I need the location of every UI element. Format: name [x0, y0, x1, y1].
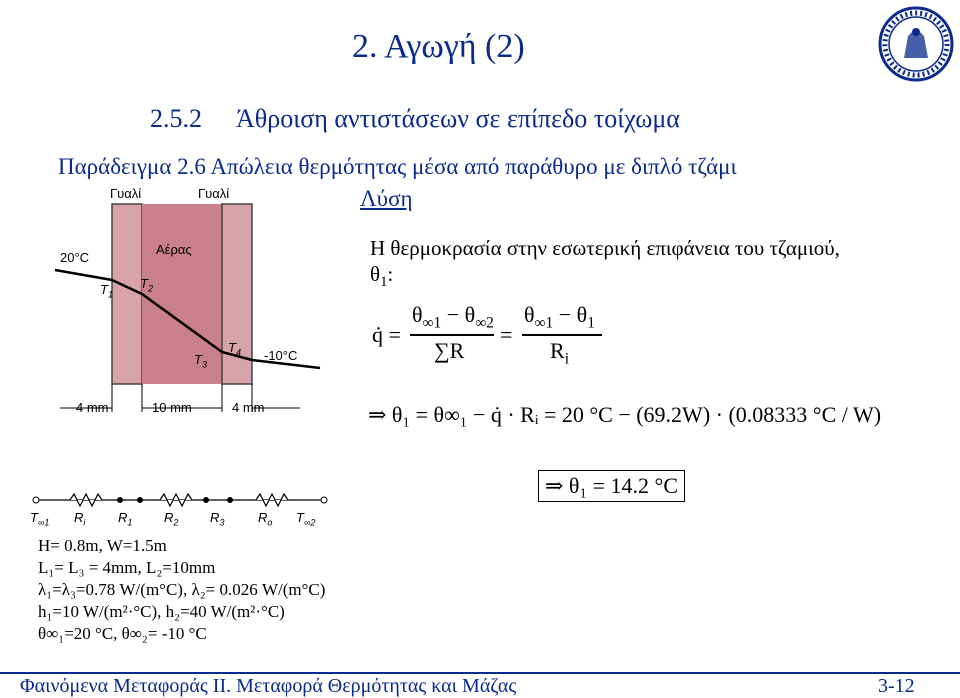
section-subtitle — [150, 104, 680, 134]
resistance-circuit — [30, 488, 330, 512]
eq-qdot: q̇ = — [372, 322, 401, 347]
section-title: Άθροιση αντιστάσεων σε επίπεδο τοίχωμα — [236, 104, 680, 133]
given-line-4: h₁=10 W/(m²·°C), h₂=40 W/(m²·°C) — [38, 602, 285, 621]
body-line-2: $\theta_1$: — [370, 262, 394, 291]
footer-course-title: Φαινόμενα Μεταφοράς ΙΙ. Μεταφορά Θερμότητας και Μάζας — [20, 675, 517, 697]
eq-den1: ∑R — [434, 338, 465, 363]
page-title: 2. Αγωγή (2) — [352, 28, 525, 65]
dim-right-label: 4 mm — [232, 400, 265, 415]
t4-label: $T_4$ — [228, 340, 242, 358]
eq-equals: = — [500, 322, 513, 347]
dim-mid-label: 10 mm — [152, 400, 192, 415]
example-heading: Παράδειγμα 2.6 Απώλεια θερμότητας μέσα από παράθυρο με διπλό τζάμι — [58, 154, 737, 179]
window-figure — [50, 182, 340, 418]
solution-heading: Λύση — [360, 186, 413, 211]
circuit-node-t-inf2: $T_{\infty 2}$ — [296, 510, 316, 528]
eq-den2: $R_i$ — [550, 338, 569, 368]
air-label: Αέρας — [156, 242, 192, 257]
footer-page-number: 3-12 — [878, 675, 915, 697]
t3-label: $T_3$ — [194, 352, 208, 370]
temp-right-label: -10°C — [264, 348, 298, 363]
footer-divider — [0, 672, 960, 674]
t2-label: $T_2$ — [140, 276, 154, 294]
eq-fraction-bar-2 — [522, 334, 602, 336]
eq-num1: $\theta_{\infty 1} - \theta_{\infty 2}$ — [412, 302, 494, 332]
eq-result-box: ⇒ θ₁ = 14.2 °C — [538, 470, 685, 502]
given-line-3: λ₁=λ₃=0.78 W/(m°C), λ₂= 0.026 W/(m°C) — [38, 580, 326, 599]
given-line-5: θ∞₁=20 °C, θ∞₂= -10 °C — [38, 624, 207, 643]
circuit-node-ro: $R_o$ — [258, 510, 273, 528]
circuit-node-r2: $R_2$ — [164, 510, 179, 528]
temp-left-label: 20°C — [60, 250, 90, 265]
dim-left-label: 4 mm — [76, 400, 109, 415]
given-line-2: L₁= L₃ = 4mm, L₂=10mm — [38, 558, 216, 577]
circuit-node-ri: $R_i$ — [74, 510, 86, 528]
glass-right-label: Γυαλί — [198, 186, 230, 201]
eq-fraction-bar-1 — [410, 334, 494, 336]
circuit-node-r3: $R_3$ — [210, 510, 225, 528]
glass-left-label: Γυαλί — [110, 186, 142, 201]
eq-num2: $\theta_{\infty 1} - \theta_1$ — [524, 302, 595, 332]
section-number: 2.5.2 — [150, 104, 202, 133]
circuit-node-r1: $R_1$ — [118, 510, 133, 528]
eq-line-2: ⇒ θ₁ = θ∞₁ − q̇ · Rᵢ = 20 °C − (69.2W) · (0.08333 °C / W) — [368, 402, 882, 427]
t1-label: $T_1$ — [100, 282, 114, 300]
circuit-node-t-inf1: $T_{\infty 1}$ — [30, 510, 50, 528]
given-line-1: H= 0.8m, W=1.5m — [38, 536, 167, 555]
university-seal-icon — [878, 6, 954, 82]
body-line-1: Η θερμοκρασία στην εσωτερική επιφάνεια του τζαμιού, — [370, 236, 840, 260]
